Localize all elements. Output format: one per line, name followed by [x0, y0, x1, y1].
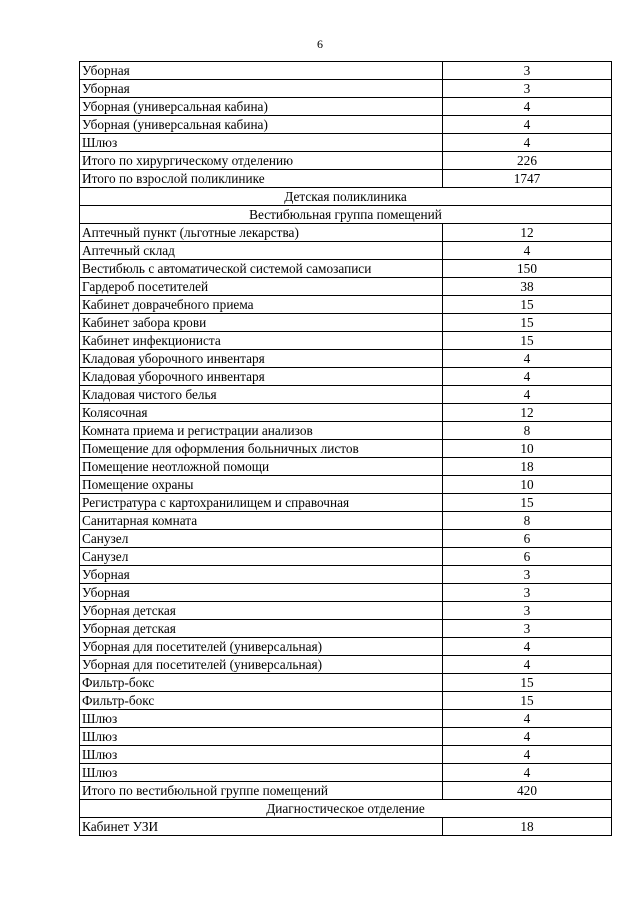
room-area-cell: 15	[443, 692, 612, 710]
room-name-cell: Шлюз	[80, 728, 443, 746]
table-row	[80, 134, 612, 152]
room-area-cell: 3	[443, 584, 612, 602]
room-area-cell: 6	[443, 530, 612, 548]
room-area-cell: 4	[443, 350, 612, 368]
room-name-cell: Кабинет инфекциониста	[80, 332, 443, 350]
table-row	[80, 710, 612, 728]
room-area-cell: 1747	[443, 170, 612, 188]
room-area-cell: 8	[443, 512, 612, 530]
room-name-cell: Помещение для оформления больничных листов	[80, 440, 443, 458]
room-area-cell: 3	[443, 566, 612, 584]
room-name-cell: Шлюз	[80, 134, 443, 152]
table-row	[80, 116, 612, 134]
room-area-cell: 15	[443, 314, 612, 332]
room-area-cell: 4	[443, 116, 612, 134]
table-row	[80, 512, 612, 530]
room-name-cell: Уборная	[80, 80, 443, 98]
room-name-cell: Уборная (универсальная кабина)	[80, 98, 443, 116]
table-row	[80, 440, 612, 458]
room-name-cell: Уборная	[80, 566, 443, 584]
section-title: Детская поликлиника	[80, 188, 612, 206]
room-area-cell: 10	[443, 476, 612, 494]
table-row	[80, 332, 612, 350]
table-row	[80, 224, 612, 242]
room-name-cell: Уборная для посетителей (универсальная)	[80, 638, 443, 656]
room-name-cell: Кладовая уборочного инвентаря	[80, 350, 443, 368]
room-name-cell: Вестибюль с автоматической системой самозаписи	[80, 260, 443, 278]
room-area-cell: 420	[443, 782, 612, 800]
page-number: 6	[317, 37, 323, 51]
room-name-cell: Фильтр-бокс	[80, 692, 443, 710]
room-area-cell: 8	[443, 422, 612, 440]
room-area-cell: 4	[443, 386, 612, 404]
table-row	[80, 638, 612, 656]
table-row	[80, 350, 612, 368]
section-header-row	[80, 800, 612, 818]
table-row	[80, 656, 612, 674]
room-area-cell: 4	[443, 764, 612, 782]
section-header-row	[80, 206, 612, 224]
room-area-cell: 3	[443, 620, 612, 638]
table-row	[80, 476, 612, 494]
room-area-cell: 4	[443, 656, 612, 674]
room-name-cell: Шлюз	[80, 764, 443, 782]
room-name-cell: Кабинет доврачебного приема	[80, 296, 443, 314]
rooms-table	[79, 61, 612, 836]
table-row	[80, 530, 612, 548]
room-area-cell: 4	[443, 728, 612, 746]
room-name-cell: Кабинет УЗИ	[80, 818, 443, 836]
table-row	[80, 584, 612, 602]
table-row	[80, 296, 612, 314]
room-area-cell: 4	[443, 746, 612, 764]
room-area-cell: 3	[443, 602, 612, 620]
table-row	[80, 314, 612, 332]
room-name-cell: Аптечный склад	[80, 242, 443, 260]
room-area-cell: 6	[443, 548, 612, 566]
room-name-cell: Шлюз	[80, 746, 443, 764]
table-row	[80, 620, 612, 638]
table-row	[80, 692, 612, 710]
table-row	[80, 170, 612, 188]
room-name-cell: Итого по вестибюльной группе помещений	[80, 782, 443, 800]
table-row	[80, 566, 612, 584]
room-name-cell: Аптечный пункт (льготные лекарства)	[80, 224, 443, 242]
table-row	[80, 746, 612, 764]
room-name-cell: Уборная для посетителей (универсальная)	[80, 656, 443, 674]
table-row	[80, 260, 612, 278]
room-area-cell: 38	[443, 278, 612, 296]
room-area-cell: 12	[443, 224, 612, 242]
room-area-cell: 10	[443, 440, 612, 458]
room-area-cell: 4	[443, 134, 612, 152]
table-row	[80, 80, 612, 98]
table-row	[80, 602, 612, 620]
table-row	[80, 62, 612, 80]
table-row	[80, 422, 612, 440]
room-area-cell: 226	[443, 152, 612, 170]
table-row	[80, 674, 612, 692]
rooms-table-body	[80, 62, 612, 836]
room-name-cell: Уборная детская	[80, 620, 443, 638]
room-name-cell: Фильтр-бокс	[80, 674, 443, 692]
table-row	[80, 152, 612, 170]
room-name-cell: Уборная	[80, 62, 443, 80]
table-row	[80, 242, 612, 260]
room-area-cell: 15	[443, 494, 612, 512]
table-row	[80, 98, 612, 116]
room-name-cell: Итого по хирургическому отделению	[80, 152, 443, 170]
section-header-row	[80, 188, 612, 206]
room-area-cell: 4	[443, 368, 612, 386]
room-area-cell: 4	[443, 98, 612, 116]
room-name-cell: Помещение охраны	[80, 476, 443, 494]
table-row	[80, 548, 612, 566]
room-area-cell: 15	[443, 332, 612, 350]
room-name-cell: Шлюз	[80, 710, 443, 728]
room-name-cell: Уборная (универсальная кабина)	[80, 116, 443, 134]
room-name-cell: Регистратура с картохранилищем и справочная	[80, 494, 443, 512]
room-area-cell: 4	[443, 710, 612, 728]
room-name-cell: Колясочная	[80, 404, 443, 422]
room-name-cell: Санитарная комната	[80, 512, 443, 530]
table-row	[80, 278, 612, 296]
room-area-cell: 18	[443, 458, 612, 476]
room-area-cell: 3	[443, 80, 612, 98]
room-name-cell: Санузел	[80, 530, 443, 548]
table-row	[80, 818, 612, 836]
section-title: Вестибюльная группа помещений	[80, 206, 612, 224]
room-name-cell: Уборная	[80, 584, 443, 602]
room-area-cell: 15	[443, 674, 612, 692]
room-area-cell: 4	[443, 638, 612, 656]
table-row	[80, 404, 612, 422]
table-row	[80, 494, 612, 512]
table-row	[80, 386, 612, 404]
table-row	[80, 728, 612, 746]
table-row	[80, 782, 612, 800]
room-area-cell: 150	[443, 260, 612, 278]
room-name-cell: Кладовая чистого белья	[80, 386, 443, 404]
room-name-cell: Комната приема и регистрации анализов	[80, 422, 443, 440]
room-name-cell: Уборная детская	[80, 602, 443, 620]
room-area-cell: 3	[443, 62, 612, 80]
room-name-cell: Кладовая уборочного инвентаря	[80, 368, 443, 386]
table-row	[80, 764, 612, 782]
room-name-cell: Итого по взрослой поликлинике	[80, 170, 443, 188]
room-name-cell: Помещение неотложной помощи	[80, 458, 443, 476]
room-name-cell: Санузел	[80, 548, 443, 566]
room-name-cell: Гардероб посетителей	[80, 278, 443, 296]
room-area-cell: 12	[443, 404, 612, 422]
room-area-cell: 4	[443, 242, 612, 260]
section-title: Диагностическое отделение	[80, 800, 612, 818]
room-area-cell: 18	[443, 818, 612, 836]
table-row	[80, 368, 612, 386]
room-area-cell: 15	[443, 296, 612, 314]
room-name-cell: Кабинет забора крови	[80, 314, 443, 332]
table-row	[80, 458, 612, 476]
